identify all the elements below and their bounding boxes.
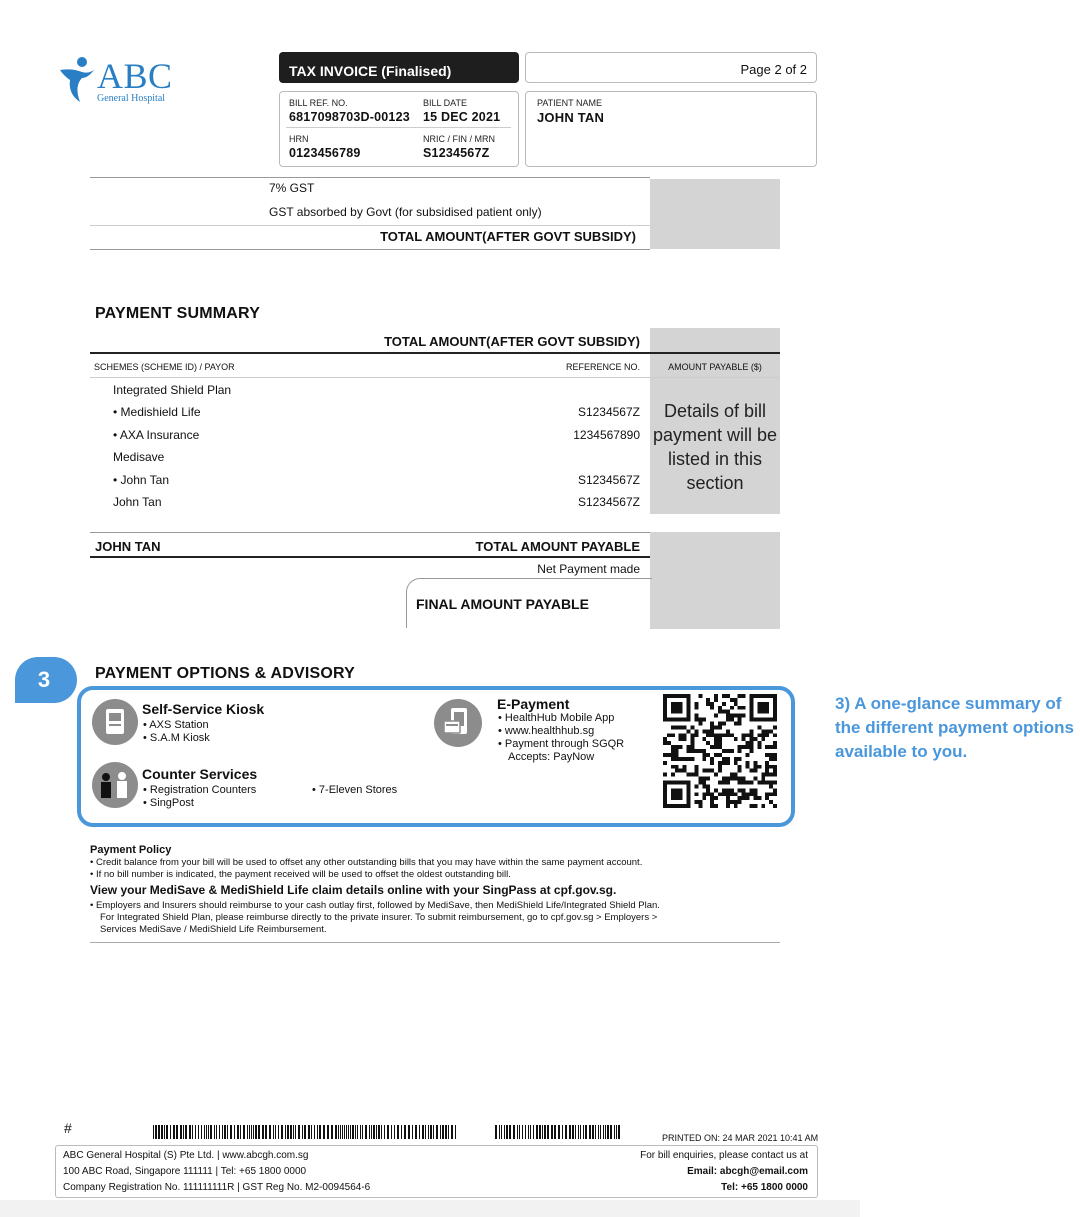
summary-total-label: TOTAL AMOUNT(AFTER GOVT SUBSIDY) — [384, 334, 640, 349]
hospital-logo-name: ABC — [97, 56, 173, 96]
final-amount-label: FINAL AMOUNT PAYABLE — [416, 596, 589, 612]
payment-summary-title: PAYMENT SUMMARY — [95, 305, 261, 322]
step-number: 3 — [37, 667, 51, 692]
kiosk-icon — [92, 699, 138, 745]
counter-services-icon — [92, 762, 138, 808]
patient-name-label: PATIENT NAME — [537, 98, 603, 108]
footer-company: ABC General Hospital (S) Pte Ltd. | www.abcgh.com.sg — [63, 1150, 309, 1161]
total-payable-label: TOTAL AMOUNT PAYABLE — [475, 539, 640, 554]
scheme-row-label: • John Tan — [113, 473, 170, 487]
nric-value: S1234567Z — [423, 146, 490, 160]
footer-address: 100 ABC Road, Singapore 111111 | Tel: +65 1800 0000 — [63, 1166, 307, 1177]
divider — [90, 249, 650, 250]
divider — [90, 556, 650, 558]
options-side-note: 3) A one-glance summary of the different payment options available to you. — [835, 694, 1074, 761]
cpf-line: Services MediSave / MediShield Life Reimbursement. — [100, 924, 327, 935]
scheme-row-ref: S1234567Z — [577, 473, 640, 487]
scheme-row-ref: S1234567Z — [577, 405, 640, 419]
barcode-icon — [495, 1125, 623, 1139]
e-payment-title: E-Payment — [497, 696, 570, 712]
counter-item: • SingPost — [143, 797, 194, 809]
hrn-label: HRN — [289, 134, 309, 144]
e-payment-item: • Payment through SGQR — [498, 738, 625, 750]
barcode-icon — [153, 1125, 458, 1139]
cpf-line: • Employers and Insurers should reimburse to your cash outlay first, followed by MediSave, then MediShield Life/Integrated Shield Plan. — [90, 900, 660, 911]
step-badge — [15, 657, 77, 703]
payable-amount-column — [650, 532, 780, 629]
footer-box — [55, 1145, 818, 1198]
gst-label: 7% GST — [269, 181, 315, 195]
divider — [90, 532, 650, 533]
scheme-row-label: Medisave — [113, 450, 165, 464]
nric-label: NRIC / FIN / MRN — [423, 134, 495, 144]
printed-on: PRINTED ON: 24 MAR 2021 10:41 AM — [662, 1133, 819, 1143]
column-header-scheme: SCHEMES (SCHEME ID) / PAYOR — [94, 362, 235, 372]
page-bottom-band — [0, 1200, 860, 1217]
e-payment-icon — [434, 699, 482, 747]
column-header-reference: REFERENCE NO. — [565, 362, 640, 372]
page-indicator: Page 2 of 2 — [525, 52, 817, 83]
counter-title: Counter Services — [142, 766, 258, 782]
payor-name: JOHN TAN — [95, 539, 161, 554]
document-title: TAX INVOICE (Finalised) — [279, 52, 519, 83]
footer-registration: Company Registration No. 111111111R | GST Reg No. M2-0094564-6 — [63, 1182, 371, 1193]
policy-line: • If no bill number is indicated, the payment received will be used to offset the oldest outstanding bill. — [90, 869, 511, 880]
footer-email: Email: abcgh@email.com — [687, 1166, 808, 1177]
footer-enquiries: For bill enquiries, please contact us at — [640, 1150, 808, 1161]
kiosk-item: • AXS Station — [143, 719, 209, 731]
bill-ref-value: 6817098703D-00123 — [289, 110, 410, 124]
scheme-row-label: John Tan — [113, 495, 162, 509]
divider — [90, 352, 780, 354]
net-payment-label: Net Payment made — [537, 562, 640, 576]
divider — [90, 942, 780, 943]
patient-name-value: JOHN TAN — [537, 110, 605, 125]
bill-info-box — [279, 91, 519, 167]
bill-ref-label: BILL REF. NO. — [289, 98, 348, 108]
column-header-amount: AMOUNT PAYABLE ($) — [668, 362, 762, 372]
details-note: Details of bill payment will be listed in this section — [652, 401, 778, 493]
counter-item: • Registration Counters — [143, 784, 257, 796]
footer-tel: Tel: +65 1800 0000 — [721, 1182, 808, 1193]
e-payment-item: Accepts: PayNow — [508, 751, 595, 763]
policy-title: Payment Policy — [90, 844, 172, 856]
hospital-logo-icon — [58, 56, 96, 104]
gst-total-label: TOTAL AMOUNT(AFTER GOVT SUBSIDY) — [380, 229, 636, 244]
e-payment-item: • HealthHub Mobile App — [498, 712, 615, 724]
hospital-logo-subtitle: General Hospital — [97, 93, 166, 104]
divider — [90, 177, 650, 178]
divider — [286, 127, 511, 128]
cpf-line: For Integrated Shield Plan, please reimburse directly to the private insurer. To submit reimbursement, go to cpf.gov.sg > Employers > — [100, 912, 658, 923]
kiosk-title: Self-Service Kiosk — [142, 701, 265, 717]
scheme-row-ref: S1234567Z — [577, 495, 640, 509]
hrn-value: 0123456789 — [289, 146, 361, 160]
bill-date-value: 15 DEC 2021 — [423, 110, 501, 124]
qr-code-icon — [662, 694, 778, 808]
gst-absorbed-label: GST absorbed by Govt (for subsidised patient only) — [269, 205, 542, 219]
policy-line: • Credit balance from your bill will be used to offset any other outstanding bills that you may have within the same payment account. — [90, 857, 643, 868]
bill-date-label: BILL DATE — [423, 98, 468, 108]
scheme-row-label: Integrated Shield Plan — [113, 383, 232, 397]
e-payment-item: • www.healthhub.sg — [498, 725, 595, 737]
kiosk-item: • S.A.M Kiosk — [143, 732, 210, 744]
scheme-row-label: • Medishield Life — [113, 405, 201, 419]
divider — [90, 377, 780, 378]
divider — [90, 225, 650, 226]
payment-options-title: PAYMENT OPTIONS & ADVISORY — [95, 665, 356, 682]
counter-item: • 7-Eleven Stores — [312, 784, 398, 796]
footer-hash: # — [64, 1120, 72, 1136]
gst-amount-column — [650, 179, 780, 249]
cpf-title: View your MediSave & MediShield Life claim details online with your SingPass at cpf.gov.sg. — [90, 883, 617, 897]
scheme-row-label: • AXA Insurance — [113, 428, 200, 442]
patient-info-box — [525, 91, 817, 167]
scheme-row-ref: 1234567890 — [573, 428, 640, 442]
